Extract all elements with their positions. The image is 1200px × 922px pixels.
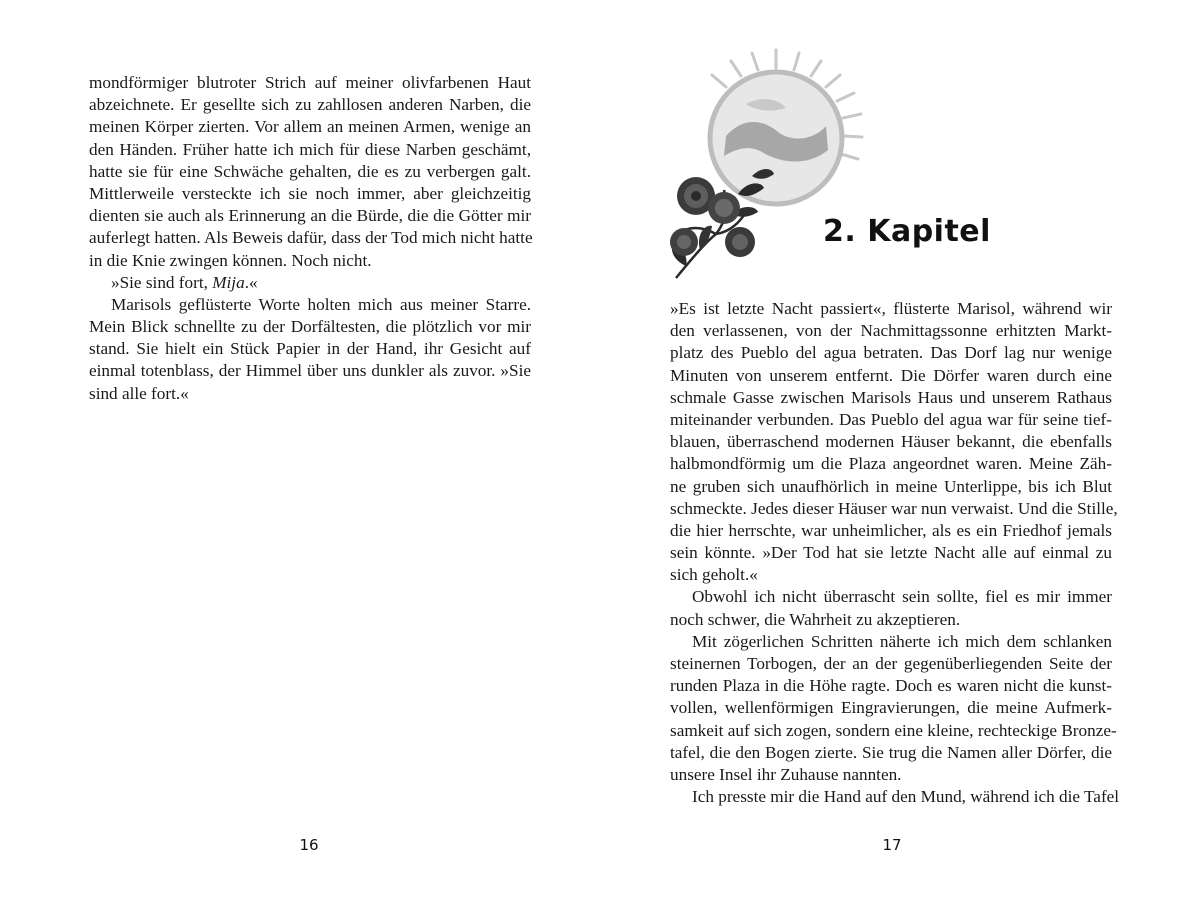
text-line: Marisols geflüsterte Worte holten mich aus meiner Starre. [111, 294, 531, 314]
text-line: mondförmiger blutroter Strich auf meiner olivfarbenen Haut [89, 73, 531, 92]
text-line: sich geholt.« [670, 565, 758, 585]
text-line: die hier herrschte, war unheimlicher, als es ein Friedhof jemals [670, 520, 1112, 540]
text-line: noch schwer, die Wahrheit zu akzeptieren. [670, 609, 961, 629]
text-line: den Händen. Früher hatte ich mich für diese Narben geschämt, [89, 139, 531, 159]
text-line: unsere Insel ihr Zuhause nannten. [670, 764, 902, 784]
right-page [600, 0, 1200, 922]
right-page-text [670, 298, 1120, 808]
text-line: blauen, überraschend modernen Häuser bekannt, die ebenfalls [670, 432, 1112, 452]
text-line: sein könnte. »Der Tod hat sie letzte Nacht alle auf einmal zu [670, 543, 1112, 563]
text-line: tafel, die den Bogen zierte. Sie trug die Namen aller Dörfer, die [670, 742, 1112, 762]
text-line: Ich presste mir die Hand auf den Mund, während ich die Tafel [692, 787, 1120, 807]
text-line: abzeichnete. Er gesellte sich zu zahllosen anderen Narben, die [89, 95, 531, 115]
text-line: »Es ist letzte Nacht passiert«, flüsterte Marisol, während wir [670, 299, 1112, 318]
quote-suffix: .« [244, 272, 258, 292]
chapter-title: 2. Kapitel [823, 214, 991, 249]
dialogue-line [89, 272, 531, 294]
text-line: samkeit auf sich zogen, sondern eine kleine, rechteckige Bronze- [670, 720, 1117, 740]
text-line: platz des Pueblo del agua betraten. Das Dorf lag nur wenige [670, 343, 1112, 363]
text-line: Obwohl ich nicht überrascht sein sollte, fiel es mir immer [692, 587, 1112, 607]
text-line: Mit zögerlichen Schritten näherte ich mich dem schlanken [692, 631, 1112, 651]
text-line: meinen Körper zierten. Vor allem an meinen Armen, wenige an [89, 117, 531, 137]
text-line: stand. Sie hielt ein Stück Papier in der Hand, ihr Gesicht auf [89, 339, 531, 359]
quote-prefix: »Sie sind fort, [111, 272, 213, 292]
text-line: runden Plaza in die Höhe ragte. Doch es waren nicht die kunst- [670, 676, 1112, 696]
text-line: den verlassenen, von der Nachmittagssonne erhitzten Markt- [670, 321, 1112, 341]
page-number-left: 16 [299, 836, 319, 854]
flower-bouquet-icon [670, 169, 774, 278]
text-line: hatte sie für eine Schwäche gehalten, die es zu verbergen galt. [89, 161, 531, 181]
page-number-right: 17 [882, 836, 902, 854]
text-line: vollen, wellenförmigen Eingravierungen, die meine Aufmerk- [670, 698, 1112, 718]
text-line: ne gruben sich unaufhörlich in meine Unterlippe, bis ich Blut [670, 476, 1112, 496]
left-page-text [89, 72, 531, 405]
quote-italic: Mija [212, 272, 245, 292]
text-line: miteinander verbunden. Das Pueblo del agua war für seine tief- [670, 409, 1112, 429]
text-line: sind alle fort.« [89, 383, 189, 403]
text-line: einmal totenblass, der Himmel über uns dunkler als zuvor. »Sie [89, 361, 531, 381]
text-line: in die Knie zwingen können. Noch nicht. [89, 250, 372, 270]
text-line: steinernen Torbogen, der an der gegenüberliegenden Seite der [670, 654, 1112, 673]
text-line: schmale Gasse zwischen Marisols Haus und unserem Rathaus [670, 387, 1112, 407]
text-line: schmeckte. Jedes dieser Häuser war nun verwaist. Und die Stille, [670, 498, 1118, 518]
text-line: halbmondförmig um die Plaza angeordnet waren. Meine Zäh- [670, 454, 1112, 474]
text-line: Mittlerweile versteckte ich sie noch immer, aber gleichzeitig [89, 183, 531, 203]
text-line: dienten sie auch als Erinnerung an die Bürde, die die Götter mir [89, 206, 531, 226]
text-line: Minuten von unserem entfernt. Die Dörfer waren durch eine [670, 365, 1112, 385]
text-line: auferlegt hatten. Als Beweis dafür, dass der Tod mich nicht hatte [89, 228, 533, 248]
text-line: Mein Blick schnellte zu der Dorfältesten, die plötzlich vor mir [89, 317, 531, 337]
